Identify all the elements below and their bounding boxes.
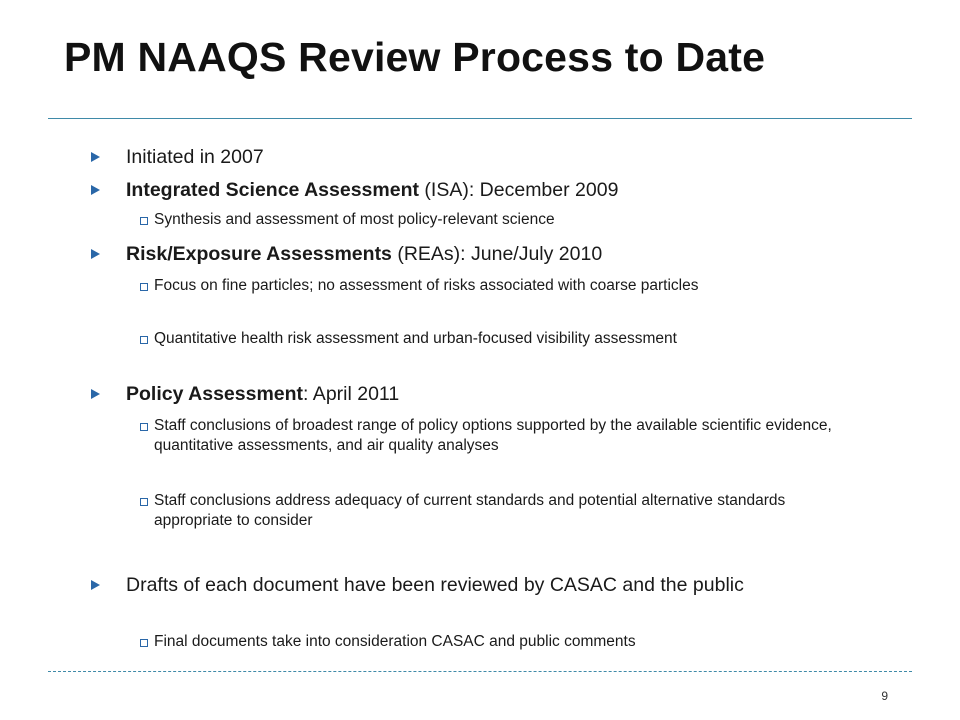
sub-bullet-policy-options xyxy=(140,416,840,456)
bullet-text: : April 2011 xyxy=(303,383,400,405)
bullet-text: (ISA): December 2009 xyxy=(419,179,619,201)
bullet-drafts-reviewed xyxy=(91,574,851,597)
title-divider xyxy=(48,118,912,119)
bullet-text: (REAs): June/July 2010 xyxy=(391,243,603,265)
sub-bullet-final-documents xyxy=(140,632,840,652)
sub-bullet-text: Final documents take into consideration CASAC and public comments xyxy=(154,633,636,650)
square-bullet-icon xyxy=(140,423,148,431)
triangle-arrow-bullet-icon xyxy=(91,580,100,590)
footer-divider xyxy=(48,671,912,672)
bullet-policy-assessment xyxy=(91,383,851,406)
bullet-isa xyxy=(91,179,851,202)
square-bullet-icon xyxy=(140,217,148,225)
bullet-text: Initiated in 2007 xyxy=(126,146,264,168)
bullet-initiated xyxy=(91,146,851,169)
slide-title: PM NAAQS Review Process to Date xyxy=(64,34,766,80)
sub-bullet-policy-adequacy xyxy=(140,491,840,531)
bullet-bold-text: Integrated Science Assessment xyxy=(126,179,419,201)
sub-bullet-rea-quantitative xyxy=(140,329,840,349)
bullet-bold-text: Risk/Exposure Assessments xyxy=(126,243,392,265)
page-number: 9 xyxy=(881,689,888,703)
bullet-rea xyxy=(91,243,851,266)
sub-bullet-rea-fine-particles xyxy=(140,276,840,296)
square-bullet-icon xyxy=(140,498,148,506)
triangle-arrow-bullet-icon xyxy=(91,249,100,259)
square-bullet-icon xyxy=(140,336,148,344)
sub-bullet-text: Synthesis and assessment of most policy-relevant science xyxy=(154,211,555,228)
sub-bullet-text: Staff conclusions of broadest range of policy options supported by the available scientific evidence, quantitative assessments, and air quality analyses xyxy=(154,417,832,454)
square-bullet-icon xyxy=(140,639,148,647)
square-bullet-icon xyxy=(140,283,148,291)
bullet-text: Drafts of each document have been reviewed by CASAC and the public xyxy=(126,574,744,596)
triangle-arrow-bullet-icon xyxy=(91,185,100,195)
sub-bullet-text: Staff conclusions address adequacy of current standards and potential alternative standards appropriate to consider xyxy=(154,492,786,529)
sub-bullet-text: Quantitative health risk assessment and urban-focused visibility assessment xyxy=(154,330,677,347)
triangle-arrow-bullet-icon xyxy=(91,152,100,162)
triangle-arrow-bullet-icon xyxy=(91,389,100,399)
sub-bullet-isa-synthesis xyxy=(140,210,840,230)
sub-bullet-text: Focus on fine particles; no assessment of risks associated with coarse particles xyxy=(154,277,699,294)
bullet-bold-text: Policy Assessment xyxy=(126,383,304,405)
